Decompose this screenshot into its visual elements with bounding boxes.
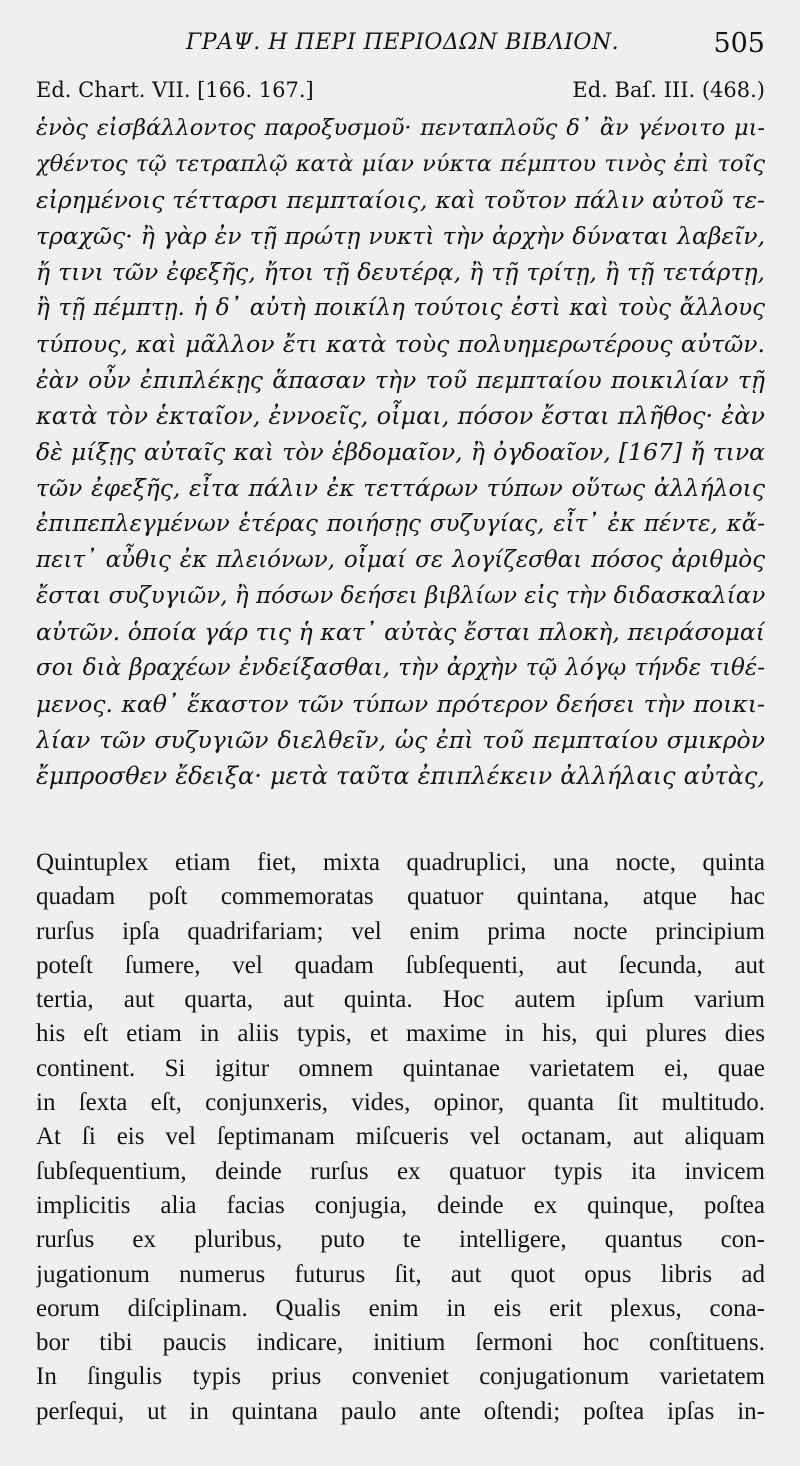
latin-text — [36, 846, 765, 1429]
latin-line: rurſus ipſa quadrifariam; vel enim prima nocte principium — [36, 917, 765, 945]
greek-line: δὲ μίξῃς αὐταῖς καὶ τὸν ἑβδομαῖον, ἢ ὀγδοαῖον, [167] ἤ τινα — [36, 438, 765, 466]
latin-line: ſubſequentium, deinde rurſus ex quatuor typis ita invicem — [36, 1157, 765, 1185]
greek-line: ἔσται συζυγιῶν, ἢ πόσων δεήσει βιβλίων εἰς τὴν διδασκαλίαν — [36, 583, 765, 609]
latin-line: in ſexta eſt, conjunxeris, vides, opinor, quanta ſit multitudo. — [36, 1089, 765, 1117]
greek-line: αὐτῶν. ὁποία γάρ τις ἡ κατ᾽ αὐτὰς ἔσται πλοκὴ, πειράσομαί — [36, 618, 765, 646]
greek-line: σοι διὰ βραχέων ἐνδείξασθαι, τὴν ἀρχὴν τῷ λόγῳ τήνδε τιθέ- — [36, 655, 765, 681]
greek-line: εἰρημένοις τέτταρσι πεμπταίοις, καὶ τοῦτον πάλιν αὐτοῦ τε- — [36, 186, 765, 214]
latin-line: perſequi, ut in quintana paulo ante oſtendi; poſtea ipſas in- — [36, 1397, 765, 1425]
edition-line — [36, 70, 765, 110]
edition-chartier: Ed. Chart. VII. [166. 167.] — [36, 78, 314, 102]
latin-line: At ſi eis vel ſeptimanam miſcueris vel octanam, aut aliquam — [36, 1123, 765, 1151]
latin-line: eorum diſciplinam. Qualis enim in eis erit plexus, cona- — [36, 1294, 765, 1322]
latin-line: bor tibi paucis indicare, initium ſermoni hoc conſtituens. — [36, 1329, 765, 1357]
greek-line: χθέντος τῷ τετραπλῷ κατὰ μίαν νύκτα πέμπτου τινὸς ἐπὶ τοῖς — [36, 151, 765, 177]
greek-line: μενος. καθ᾽ ἕκαστον τῶν τύπων πρότερον δεήσει τὴν ποικι- — [36, 690, 765, 718]
latin-line: jugationum numerus futurus ſit, aut quot opus libris ad — [36, 1260, 765, 1288]
greek-line: κατὰ τὸν ἑκταῖον, ἐννοεῖς, οἶμαι, πόσον ἔσται πλῆθος· ἐὰν — [36, 402, 765, 430]
latin-line: rurſus ex pluribus, puto te intelligere, quantus con- — [36, 1226, 765, 1254]
greek-line: τραχῶς· ἢ γὰρ ἐν τῇ πρώτῃ νυκτὶ τὴν ἀρχὴν δύναται λαβεῖν, — [36, 222, 765, 250]
greek-line: ἐπιπεπλεγμένων ἑτέρας ποιήσῃς συζυγίας, εἶτ᾽ ἐκ πέντε, κἄ- — [36, 511, 765, 537]
section-gap — [36, 794, 765, 846]
running-title: ΓΡΑΨ. Η ΠΕΡΙ ΠΕΡΙΟΔΩΝ ΒΙΒΛΙΟΝ. — [186, 30, 620, 55]
greek-line: ἤ τινι τῶν ἐφεξῆς, ἤτοι τῇ δευτέρᾳ, ἢ τῇ τρίτῃ, ἢ τῇ τετάρτῃ, — [36, 258, 765, 286]
latin-line: continent. Si igitur omnem quintanae varietatem ei, quae — [36, 1054, 765, 1082]
page-number: 505 — [713, 28, 765, 59]
greek-line: τῶν ἐφεξῆς, εἶτα πάλιν ἐκ τεττάρων τύπων οὕτως ἀλλήλοις — [36, 474, 765, 502]
latin-line: quadam poſt commemoratas quatuor quintana, atque hac — [36, 883, 765, 911]
greek-line: ἢ τῇ πέμπτῃ. ἡ δ᾽ αὐτὴ ποικίλη τούτοις ἐστὶ καὶ τοὺς ἄλλους — [36, 295, 765, 321]
greek-line: τύπους, καὶ μᾶλλον ἔτι κατὰ τοὺς πολυημερωτέρους αὐτῶν. — [36, 330, 765, 358]
latin-line: implicitis alia facias conjugia, deinde ex quinque, poſtea — [36, 1191, 765, 1219]
edition-basel: Ed. Baſ. III. (468.) — [572, 78, 765, 102]
latin-line: Quintuplex etiam fiet, mixta quadruplici, una nocte, quinta — [36, 849, 765, 876]
greek-line: ἑνὸς εἰσβάλλοντος παροξυσμοῦ· πενταπλοῦς δ᾽ ἂν γένοιτο μι- — [36, 115, 765, 141]
greek-text — [36, 110, 765, 794]
greek-line: ἔμπροσθεν ἔδειξα· μετὰ ταῦτα ἐπιπλέκειν ἀλλήλαις αὐτὰς, — [36, 762, 765, 790]
greek-line: ἐὰν οὖν ἐπιπλέκῃς ἅπασαν τὴν τοῦ πεμπταίου ποικιλίαν τῇ — [36, 366, 765, 394]
greek-line: λίαν τῶν συζυγιῶν διελθεῖν, ὡς ἐπὶ τοῦ πεμπταίου σμικρὸν — [36, 726, 765, 754]
running-head — [36, 0, 765, 59]
latin-line: In ſingulis typis prius conveniet conjugationum varietatem — [36, 1363, 765, 1391]
latin-line: poteſt ſumere, vel quadam ſubſequenti, aut ſecunda, aut — [36, 951, 765, 979]
latin-line: tertia, aut quarta, aut quinta. Hoc autem ipſum varium — [36, 986, 765, 1014]
greek-line: πειτ᾽ αὖθις ἐκ πλειόνων, οἶμαί σε λογίζεσθαι πόσος ἀριθμὸς — [36, 547, 765, 573]
latin-line: his eſt etiam in aliis typis, et maxime in his, qui plures dies — [36, 1020, 765, 1048]
